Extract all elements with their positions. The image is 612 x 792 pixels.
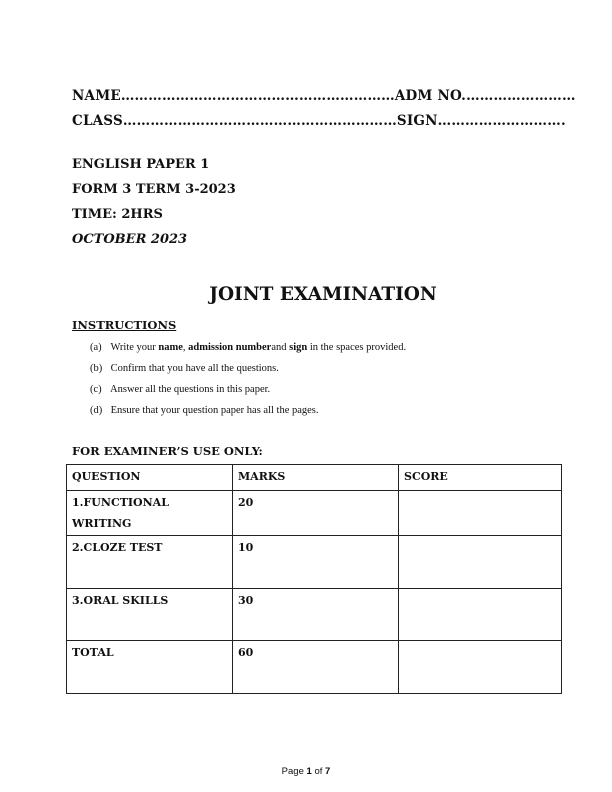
score-cell[interactable] <box>399 589 562 641</box>
page-word: Page <box>281 766 304 777</box>
marks-cell: 10 <box>233 536 399 589</box>
column-header-score: SCORE <box>399 465 562 491</box>
column-header-marks: MARKS <box>233 465 399 491</box>
instruction-text: in the spaces provided. <box>307 342 407 353</box>
marks-cell: 60 <box>233 641 399 694</box>
instruction-bold-adm: admission number <box>188 342 272 353</box>
instruction-bold-name: name <box>158 342 183 353</box>
marks-cell: 30 <box>233 589 399 641</box>
table-row <box>67 491 562 536</box>
marks-table <box>66 464 562 694</box>
examiner-heading: FOR EXAMINER’S USE ONLY: <box>72 444 263 458</box>
score-cell[interactable] <box>399 536 562 589</box>
instruction-b <box>90 363 279 374</box>
instruction-label: (c) <box>90 384 102 395</box>
instruction-c <box>90 384 270 395</box>
table-row <box>67 536 562 589</box>
column-header-question: QUESTION <box>67 465 233 491</box>
question-cell: 2.CLOZE TEST <box>67 536 233 589</box>
page-total: 7 <box>325 766 331 777</box>
instruction-d <box>90 405 319 416</box>
paper-title: ENGLISH PAPER 1 <box>72 157 210 172</box>
instruction-text: Ensure that your question paper has all the pages. <box>110 405 319 416</box>
form-term: FORM 3 TERM 3-2023 <box>72 182 236 197</box>
page-number: 1 <box>306 766 312 777</box>
of-word: of <box>314 766 323 777</box>
instruction-text: and <box>271 342 290 353</box>
table-header-row <box>67 465 562 491</box>
question-cell: TOTAL <box>67 641 233 694</box>
question-cell: 3.ORAL SKILLS <box>67 589 233 641</box>
instruction-label: (a) <box>90 342 102 353</box>
table-row <box>67 641 562 694</box>
page-title: JOINT EXAMINATION <box>209 284 437 305</box>
instructions-heading: INSTRUCTIONS <box>72 318 177 332</box>
instruction-a <box>90 342 406 353</box>
score-cell[interactable] <box>399 641 562 694</box>
instruction-text: Answer all the questions in this paper. <box>110 384 271 395</box>
instruction-label: (b) <box>90 363 103 374</box>
question-cell <box>67 491 233 536</box>
table-row <box>67 589 562 641</box>
marks-cell: 20 <box>233 491 399 536</box>
class-sign-line: CLASS……………………………………………………SIGN………………………. <box>72 113 566 129</box>
score-cell[interactable] <box>399 491 562 536</box>
page-footer <box>0 766 612 777</box>
question-text: WRITING <box>72 517 132 530</box>
exam-date: OCTOBER 2023 <box>72 232 188 247</box>
time-allowed: TIME: 2HRS <box>72 207 163 222</box>
instruction-text: , <box>182 342 189 353</box>
question-text: 1.FUNCTIONAL <box>72 496 169 509</box>
instruction-label: (d) <box>90 405 103 416</box>
instruction-text: Write your <box>110 342 159 353</box>
instruction-text: Confirm that you have all the questions. <box>110 363 279 374</box>
name-adm-line: NAME……………………………………………………ADM NO.…………………… <box>72 88 576 104</box>
instruction-bold-sign: sign <box>289 342 308 353</box>
